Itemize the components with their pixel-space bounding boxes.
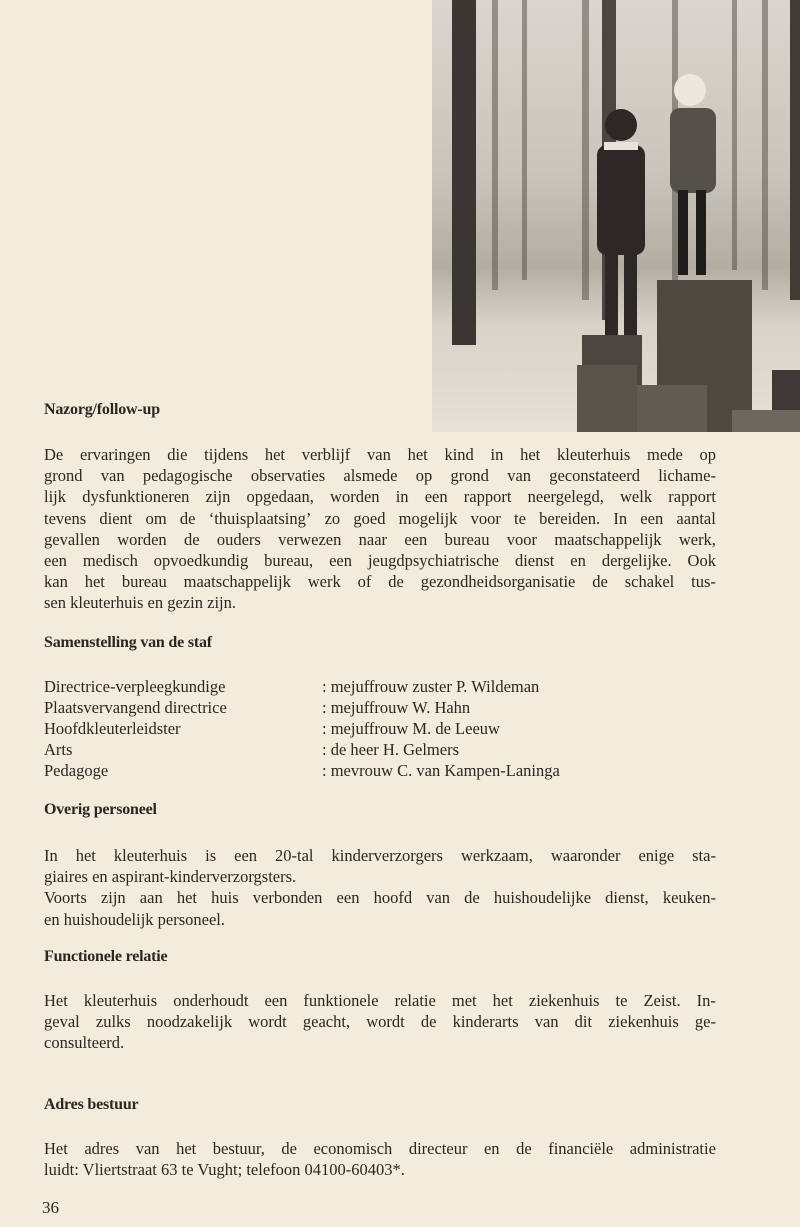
- text-line: lijk dysfunktioneren zijn opgedaan, worden in een rapport neergelegd, welk rapport: [44, 487, 716, 507]
- staff-list: [44, 676, 560, 781]
- section-heading-staf: Samenstelling van de staf: [44, 634, 212, 651]
- staff-row: [44, 718, 560, 739]
- section-heading-adres: Adres bestuur: [44, 1096, 139, 1113]
- staff-name: : de heer H. Gelmers: [322, 740, 459, 759]
- staff-name: : mejuffrouw zuster P. Wildeman: [322, 677, 540, 696]
- text-line: giaires en aspirant-kinderverzorgsters.: [44, 867, 297, 887]
- staff-row: [44, 697, 560, 718]
- staff-role: Directrice-verpleegkundige: [44, 677, 226, 696]
- photo-children-on-tree-stumps: [432, 0, 800, 432]
- text-line: een medisch opvoedkundig bureau, een jeugdpsychiatrische dienst en dergelijke. Ook: [44, 551, 716, 571]
- staff-name: : mejuffrouw W. Hahn: [322, 698, 471, 717]
- staff-role: Pedagoge: [44, 761, 109, 780]
- section-heading-nazorg: Nazorg/follow-up: [44, 401, 160, 418]
- paragraph-adres: [44, 1138, 716, 1180]
- staff-row: [44, 760, 560, 781]
- staff-role: Hoofdkleuterleidster: [44, 719, 181, 738]
- staff-row: [44, 739, 560, 760]
- text-line: In het kleuterhuis is een 20-tal kinderverzorgers werkzaam, waaronder enige sta-: [44, 846, 716, 865]
- text-line: consulteerd.: [44, 1033, 125, 1053]
- text-line: kan het bureau maatschappelijk werk of de gezondheidsorganisatie de schakel tus-: [44, 572, 716, 592]
- text-line: tevens dient om de ‘thuisplaatsing’ zo goed mogelijk voor te bereiden. In een aantal: [44, 508, 716, 528]
- text-line: Het adres van het bestuur, de economisch directeur en de financiële administratie: [44, 1139, 716, 1158]
- text-line: De ervaringen die tijdens het verblijf van het kind in het kleuterhuis mede op: [44, 445, 716, 464]
- text-line: en huishoudelijk personeel.: [44, 909, 226, 929]
- text-line: luidt: Vliertstraat 63 te Vught; telefoon 04100-60403*.: [44, 1160, 405, 1180]
- section-heading-overig: Overig personeel: [44, 801, 157, 818]
- staff-role: Plaatsvervangend directrice: [44, 698, 227, 717]
- staff-role: Arts: [44, 740, 73, 759]
- text-line: sen kleuterhuis en gezin zijn.: [44, 593, 236, 613]
- staff-row: [44, 676, 560, 697]
- text-line: Voorts zijn aan het huis verbonden een hoofd van de huishoudelijke dienst, keuken-: [44, 888, 716, 908]
- text-line: gevallen worden de ouders verwezen naar een bureau voor maatschappelijk werk,: [44, 529, 716, 549]
- staff-name: : mevrouw C. van Kampen-Laninga: [322, 761, 560, 780]
- paragraph-functionele-relatie: [44, 990, 716, 1054]
- text-line: geval zulks noodzakelijk wordt geacht, wordt de kinderarts van dit ziekenhuis ge-: [44, 1012, 716, 1032]
- paragraph-nazorg: [44, 444, 716, 614]
- text-line: Het kleuterhuis onderhoudt een funktionele relatie met het ziekenhuis te Zeist. In-: [44, 991, 716, 1010]
- paragraph-overig: [44, 845, 716, 930]
- staff-name: : mejuffrouw M. de Leeuw: [322, 719, 500, 738]
- page-number: 36: [42, 1198, 59, 1217]
- text-line: grond van pedagogische observaties alsmede op grond van geconstateerd lichame-: [44, 466, 716, 486]
- section-heading-functionele-relatie: Functionele relatie: [44, 948, 168, 965]
